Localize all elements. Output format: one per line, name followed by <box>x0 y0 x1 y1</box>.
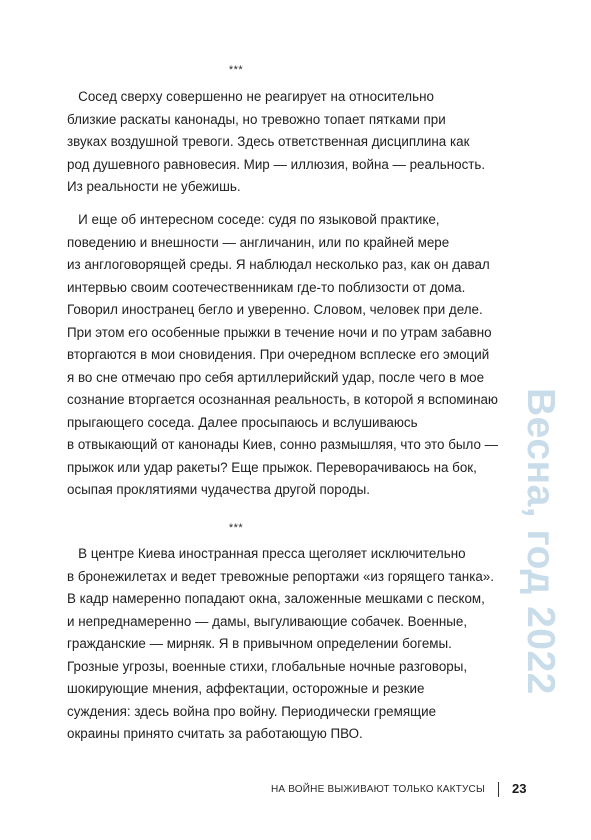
page-number: 23 <box>512 781 527 796</box>
text-line: В центре Киева иностранная пресса щеголяет исключительно <box>67 546 466 561</box>
text-line: Говорил иностранец бегло и уверенно. Словом, человек при деле. <box>67 302 483 317</box>
text-line: осыпая проклятиями чудачества другой породы. <box>67 482 371 497</box>
paragraph-3 <box>67 543 497 746</box>
footer-divider <box>498 782 499 797</box>
text-line: я во сне отмечаю про себя артиллерийский удар, после чего в мое <box>67 369 485 385</box>
text-line: Из реальности не убежишь. <box>67 179 241 194</box>
text-line: шокирующие мнения, аффектации, осторожные и резкие <box>67 681 425 696</box>
text-line: гражданские — мирняк. Я в привычном определении богемы. <box>67 636 452 651</box>
text-line: При этом его особенные прыжки в течение ночи и по утрам забавно <box>67 324 492 340</box>
section-separator: *** <box>228 522 244 534</box>
running-footer-book-title: НА ВОЙНЕ ВЫЖИВАЮТ ТОЛЬКО КАКТУСЫ <box>271 784 485 795</box>
text-line: суждения: здесь война про войну. Периодически гремящие <box>67 703 437 719</box>
text-line: Сосед сверху совершенно не реагирует на относительно <box>67 89 434 104</box>
text-line: окраины принято считать за работающую ПВО. <box>67 726 363 741</box>
text-line: вторгаются в мои сновидения. При очередном всплеске его эмоций <box>67 347 490 362</box>
paragraph-2 <box>67 209 497 502</box>
text-line: род душевного равновесия. Мир — иллюзия, война — реальность. <box>67 156 486 172</box>
paragraph-1 <box>67 86 497 199</box>
text-line: сознание вторгается осознанная реальность, в которой я вспоминаю <box>67 392 498 407</box>
text-line: из англоговорящей среды. Я наблюдал несколько раз, как он давал <box>67 257 490 272</box>
text-line: И еще об интересном соседе: судя по языковой практике, <box>67 212 440 227</box>
text-line: прыгающего соседа. Далее просыпаюсь и вслушиваюсь <box>67 414 418 430</box>
text-line: В кадр намеренно попадают окна, заложенные мешками с песком, <box>67 591 485 606</box>
text-line: в отвыкающий от канонады Киев, сонно размышляя, что это было — <box>67 437 499 452</box>
section-separator: *** <box>228 64 244 76</box>
text-line: поведению и внешности — англичанин, или по крайней мере <box>67 234 450 250</box>
text-line: интервью своим соотечественникам где-то поблизости от дома. <box>67 279 466 295</box>
text-line: звуках воздушной тревоги. Здесь ответственная дисциплина как <box>67 134 470 149</box>
text-line: близкие раскаты канонады, но тревожно топает пятками при <box>67 111 446 127</box>
text-line: в бронежилетах и ведет тревожные репортажи «из горящего танка». <box>67 568 494 584</box>
chapter-side-title: Весна, год 2022 <box>519 388 562 695</box>
text-line: Грозные угрозы, военные стихи, глобальные ночные разговоры, <box>67 658 468 674</box>
text-line: прыжок или удар ракеты? Еще прыжок. Переворачиваюсь на бок, <box>67 459 477 475</box>
text-line: и непреднамеренно — дамы, выгуливающие собачек. Военные, <box>67 613 468 629</box>
